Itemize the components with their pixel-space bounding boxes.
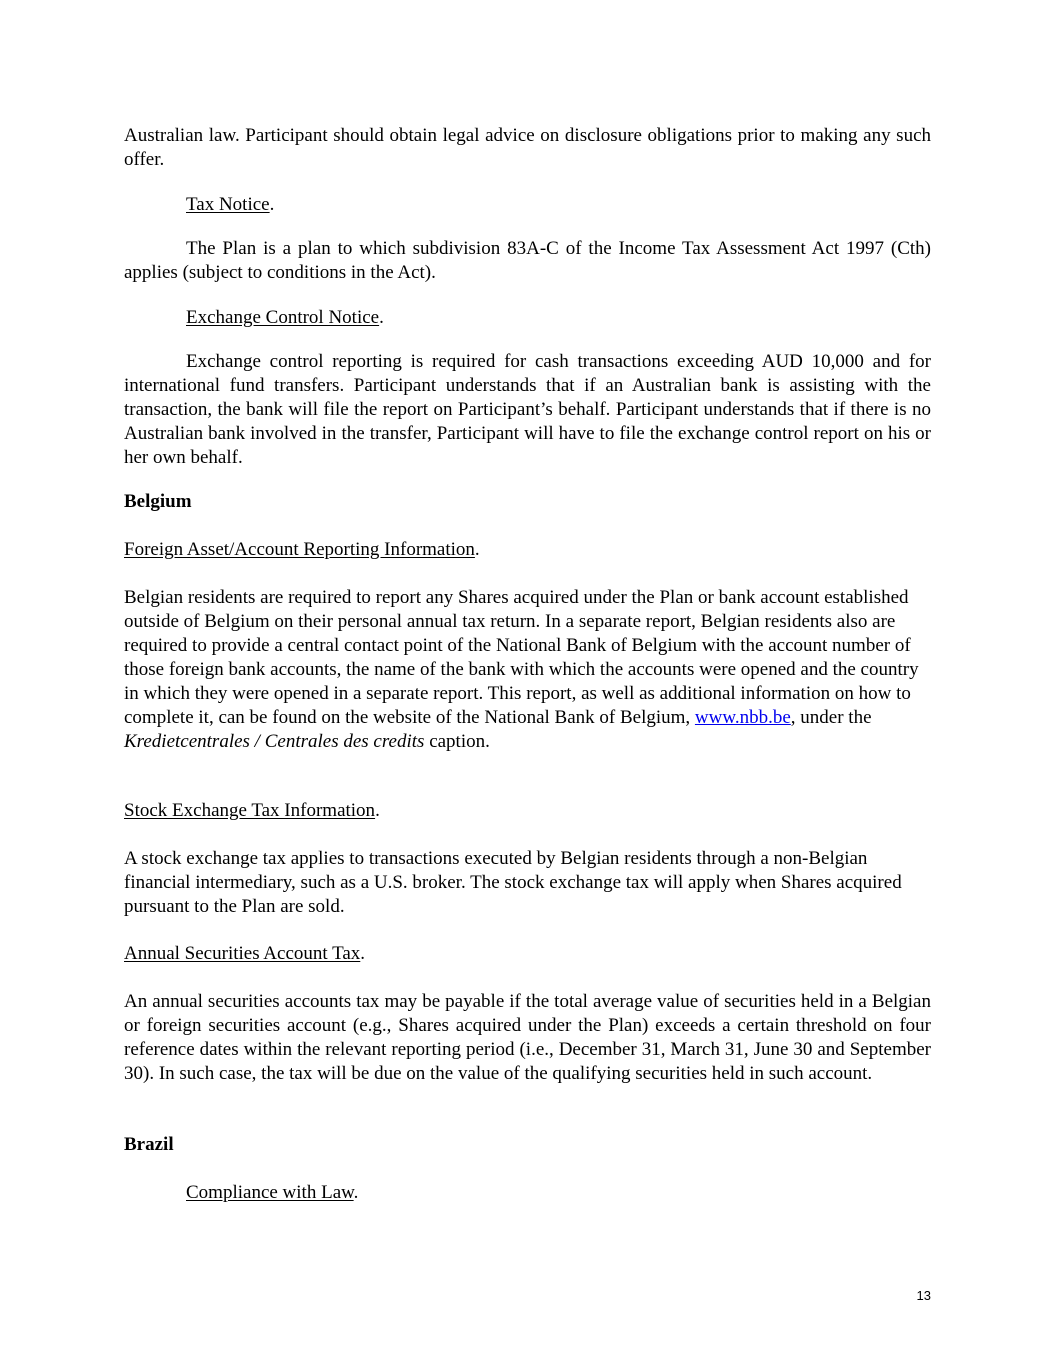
stock-exchange-tax-paragraph: A stock exchange tax applies to transactions executed by Belgian residents through a non-Belgian financial intermediary, such as a U.S. broker. The stock exchange tax will apply when Shares acquired pursuant to the Plan are sold. [124,848,902,917]
exchange-control-heading: Exchange Control Notice. [186,307,384,328]
foreign-asset-heading-text: Foreign Asset/Account Reporting Information [124,539,475,560]
exchange-control-paragraph: Exchange control reporting is required for cash transactions exceeding AUD 10,000 and for international fund transfers. Participant understands that if an Australian bank is assisting with the transaction, the bank will file the report on Participant’s behalf. Participant understands that if there is no Australian bank involved in the transfer, Participant will have to file the exchange control report on his or her own behalf. [124,351,931,468]
compliance-with-law-heading-text: Compliance with Law [186,1182,354,1203]
tax-notice-paragraph: The Plan is a plan to which subdivision 83A-C of the Income Tax Assessment Act 1997 (Cth) applies (subject to conditions in the Act). [124,238,931,283]
exchange-control-heading-text: Exchange Control Notice [186,307,380,328]
stock-exchange-tax-heading: Stock Exchange Tax Information. [124,800,380,821]
tax-notice-heading-text: Tax Notice [186,194,270,215]
stock-exchange-tax-heading-text: Stock Exchange Tax Information [124,800,376,821]
compliance-with-law-heading: Compliance with Law. [186,1182,359,1203]
tax-notice-heading: Tax Notice. [186,194,275,215]
australia-carryover-paragraph: Australian law. Participant should obtain legal advice on disclosure obligations prior to making any such offer. [124,125,931,170]
nbb-website-link[interactable]: www.nbb.be [694,707,791,728]
page-number: 13 [916,1288,931,1303]
annual-securities-tax-heading: Annual Securities Account Tax. [124,943,366,964]
country-heading-belgium: Belgium [124,491,192,512]
annual-securities-tax-paragraph: An annual securities accounts tax may be payable if the total average value of securities held in a Belgian or foreign securities account (e.g., Shares acquired under the Plan) exceeds a certain threshold on four reference dates within the relevant reporting period (i.e., December 31, March 31, June 30 and September 30). In such case, the tax will be due on the value of the qualifying securities held in such account. [124,991,931,1084]
country-heading-brazil: Brazil [124,1134,174,1155]
foreign-asset-heading: Foreign Asset/Account Reporting Information. [124,539,480,560]
foreign-asset-paragraph: Belgian residents are required to report any Shares acquired under the Plan or bank account established outside of Belgium on their personal annual tax return. In a separate report, Belgian residents also are required to provide a central contact point of the National Bank of Belgium with the account number of those foreign bank accounts, the name of the bank with which the accounts were opened and the country in which they were opened in a separate report. This report, as well as additional information on how to complete it, can be found on the website of the National Bank of Belgium, www.nbb.be, under the Kredietcentrales / Centrales des credits caption. [124,587,919,752]
caption-italic: Kredietcentrales / Centrales des credits [124,731,425,752]
annual-securities-tax-heading-text: Annual Securities Account Tax [124,943,361,964]
